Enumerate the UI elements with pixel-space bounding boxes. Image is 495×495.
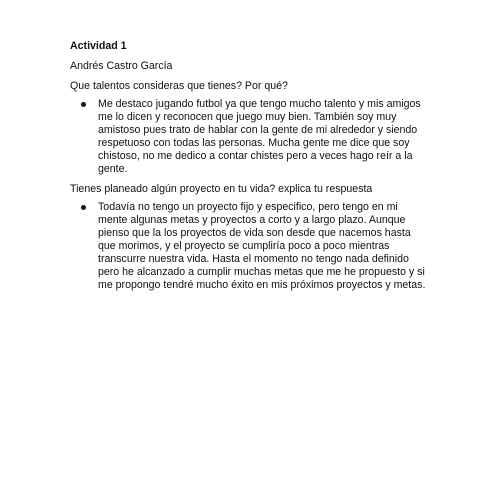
document-page bbox=[70, 40, 430, 299]
answer-talents: Me destaco jugando futbol ya que tengo mucho talento y mis amigos me lo dicen y reconocen que juego muy bien. También soy muy amistoso pues trato de hablar con la gente de mi alrededor y siendo respetuoso con todas las personas. Mucha gente me dice que soy chistoso, no me dedico a contar chistes pero a veces hago reír a la gente. bbox=[98, 98, 421, 175]
answer-list-talents bbox=[70, 98, 430, 176]
question-life-project: Tienes planeado algún proyecto en tu vida? explica tu respuesta bbox=[70, 183, 373, 195]
document-title: Actividad 1 bbox=[70, 40, 127, 52]
bullet-icon bbox=[81, 205, 86, 210]
question-talents: Que talentos consideras que tienes? Por qué? bbox=[70, 80, 288, 92]
list-item bbox=[70, 201, 430, 292]
list-item bbox=[70, 98, 430, 176]
author-name: Andrés Castro García bbox=[70, 60, 173, 72]
answer-life-project: Todavía no tengo un proyecto fijo y especifico, pero tengo en mi mente algunas metas y proyectos a corto y a largo plazo. Aunque pienso que la los proyectos de vida son desde que nacemos hasta que morimos, y el proyecto se cumpliría poco a poco mientras transcurre nuestra vida. Hasta el momento no tengo nada definido pero he alcanzado a cumplir muchas metas que me he propuesto y si me propongo tendré mucho éxito en mis próximos proyectos y metas. bbox=[98, 201, 426, 291]
answer-list-life-project bbox=[70, 201, 430, 292]
bullet-icon bbox=[81, 102, 86, 107]
